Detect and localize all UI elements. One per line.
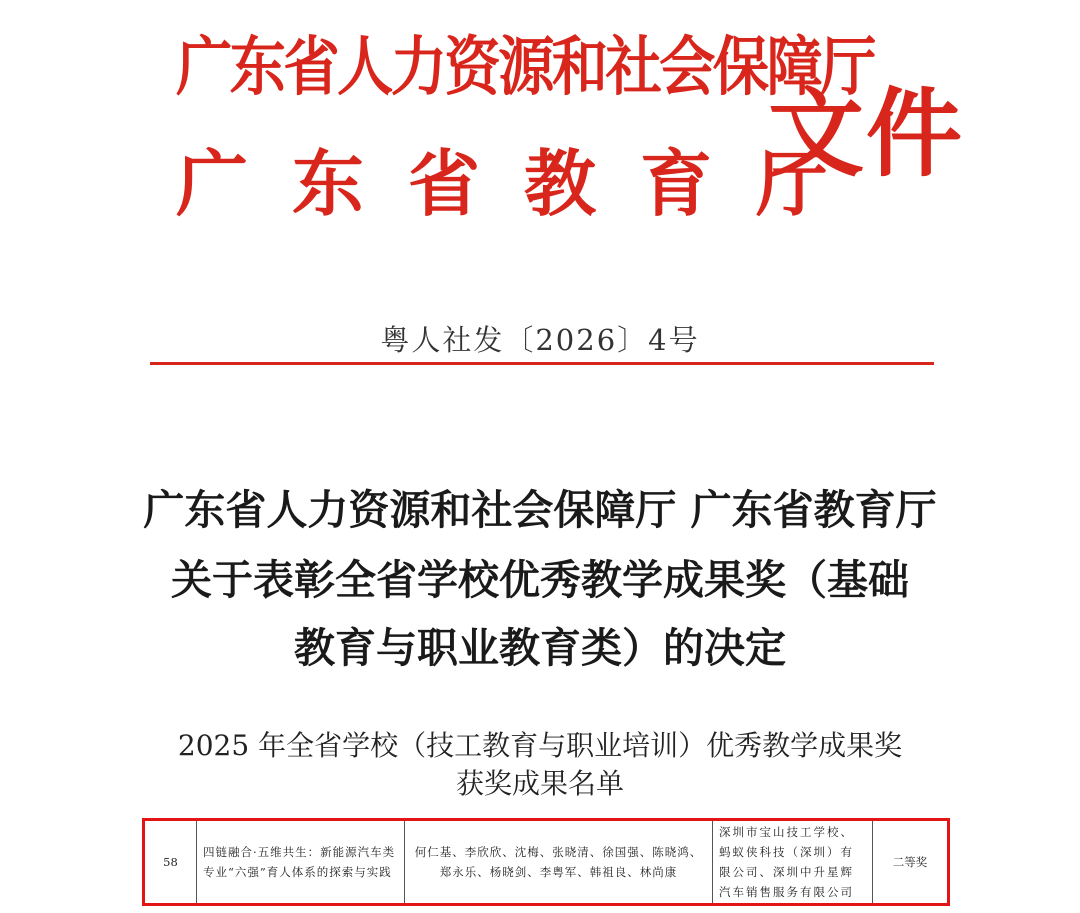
achievement-name: 四链融合·五维共生：新能源汽车类专业“六强”育人体系的探索与实践	[197, 821, 405, 903]
title-line-1: 广东省人力资源和社会保障厅 广东省教育厅	[143, 486, 937, 534]
completing-units: 深圳市宝山技工学校、蚂蚁侠科技（深圳）有限公司、深圳中升星辉汽车销售服务有限公司	[713, 821, 873, 903]
issuer-1: 广东省人力资源和社会保障厅	[176, 30, 874, 105]
issuer-2: 广东省教育厅	[176, 141, 873, 226]
doc-number: 粤人社发〔2026〕4号	[380, 323, 700, 357]
doc-type: 文件	[768, 77, 964, 190]
prize-level: 二等奖	[892, 854, 928, 869]
title-line-3: 教育与职业教育类）的决定	[294, 624, 786, 672]
row-number: 58	[145, 821, 197, 903]
award-table-row	[142, 818, 950, 906]
team-members: 何仁基、李欣欣、沈梅、张晓清、徐国强、陈晓鸿、郑永乐、杨晓剑、李粤军、韩祖良、林尚康	[405, 821, 713, 903]
list-heading-1: 2025 年全省学校（技工教育与职业培训）优秀教学成果奖	[177, 729, 903, 762]
list-heading-2: 获奖成果名单	[455, 767, 624, 800]
red-divider	[150, 362, 934, 365]
title-line-2: 关于表彰全省学校优秀教学成果奖（基础	[171, 556, 909, 604]
